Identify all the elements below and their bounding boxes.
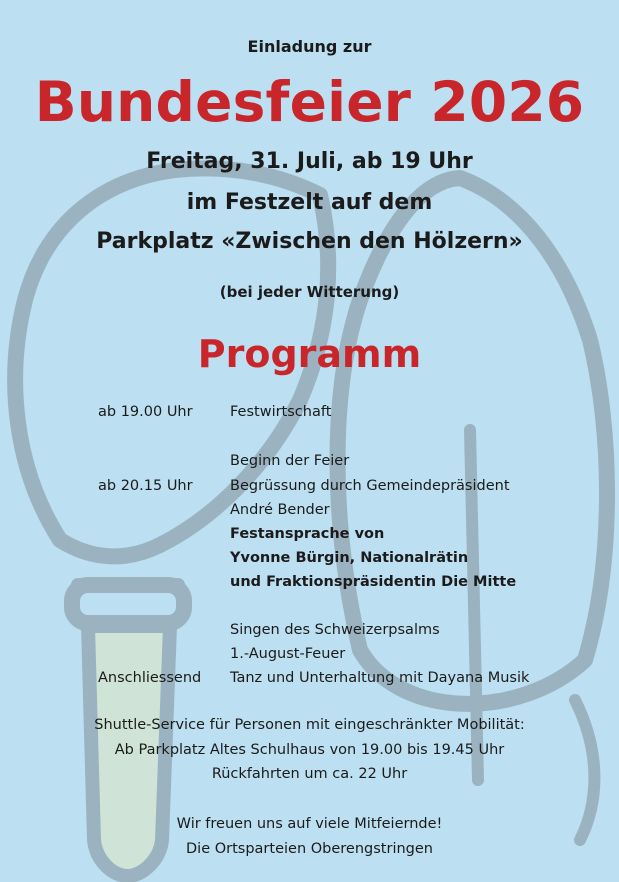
program-event: und Fraktionspräsidentin Die Mitte — [230, 574, 517, 590]
event-title: Bundesfeier 2026 — [34, 70, 585, 134]
date-line: Freitag, 31. Juli, ab 19 Uhr — [146, 149, 473, 174]
footer-line-2: Die Ortsparteien Oberengstringen — [186, 841, 433, 857]
program-event: Festansprache von — [230, 526, 385, 542]
program-event: Festwirtschaft — [230, 404, 332, 420]
footer-line-1: Wir freuen uns auf viele Mitfeiernde! — [176, 816, 443, 832]
trowel-illustration — [338, 178, 608, 840]
program-event: André Bender — [230, 502, 330, 518]
shuttle-line-3: Rückfahrten um ca. 22 Uhr — [211, 766, 408, 782]
program-event: Yvonne Bürgin, Nationalrätin — [230, 550, 469, 566]
location-line-1: im Festzelt auf dem — [186, 190, 433, 215]
program-time: ab 19.00 Uhr — [98, 404, 193, 420]
program-event: Begrüssung durch Gemeindepräsident — [230, 478, 510, 494]
program-event: Beginn der Feier — [230, 453, 350, 469]
program-event: Singen des Schweizerpsalms — [230, 622, 440, 638]
shuttle-line-1: Shuttle-Service für Personen mit eingeschränkter Mobilität: — [94, 717, 525, 733]
location-line-2: Parkplatz «Zwischen den Hölzern» — [96, 229, 523, 254]
shuttle-line-2: Ab Parkplatz Altes Schulhaus von 19.00 bis 19.45 Uhr — [114, 742, 505, 758]
weather-note: (bei jeder Witterung) — [219, 283, 400, 301]
program-time: Anschliessend — [98, 670, 202, 686]
invitation-intro: Einladung zur — [247, 37, 372, 56]
program-heading: Programm — [197, 332, 422, 376]
program-event: 1.-August-Feuer — [230, 646, 346, 662]
program-time: ab 20.15 Uhr — [98, 478, 193, 494]
program-event: Tanz und Unterhaltung mit Dayana Musik — [230, 670, 530, 686]
